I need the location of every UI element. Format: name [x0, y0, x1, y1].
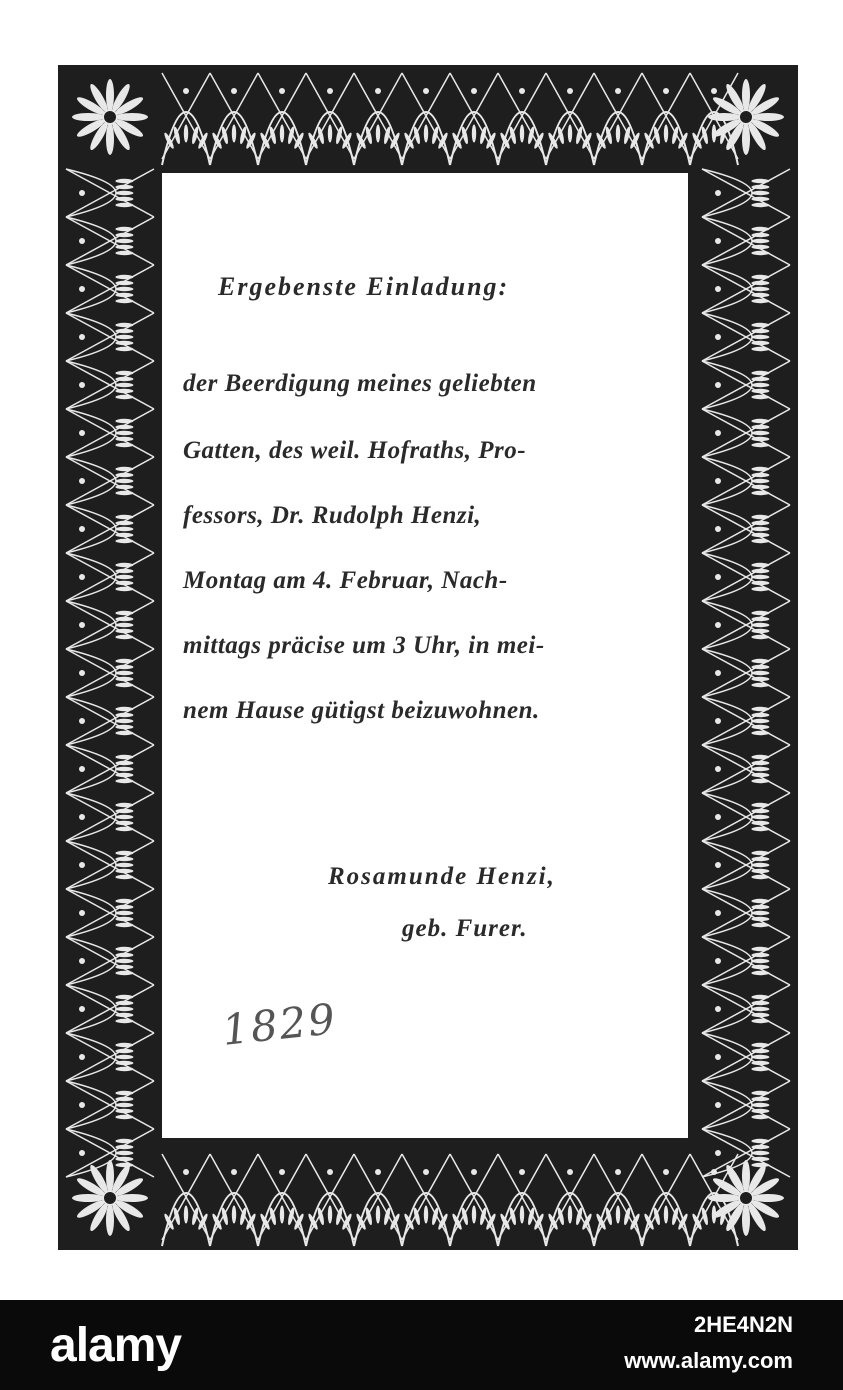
signature-maiden-name: geb. Furer.	[402, 915, 528, 942]
invitation-line: Gatten, des weil. Hofraths, Pro-	[183, 437, 527, 464]
invitation-line: der Beerdigung meines geliebten	[183, 370, 537, 397]
signature-name: Rosamunde Henzi,	[328, 863, 556, 890]
brand-logo: alamy	[50, 1319, 182, 1372]
stock-url: www.alamy.com	[624, 1348, 793, 1373]
invitation-title: Ergebenste Einladung:	[218, 272, 510, 301]
image-id: 2HE4N2N	[693, 1312, 793, 1337]
stock-footer-bar	[0, 1300, 843, 1390]
invitation-line: nem Hause gütigst beizuwohnen.	[183, 697, 540, 724]
invitation-line: Montag am 4. Februar, Nach-	[183, 567, 508, 594]
invitation-line: fessors, Dr. Rudolph Henzi,	[183, 502, 482, 529]
invitation-line: mittags präcise um 3 Uhr, in mei-	[183, 632, 545, 659]
handwritten-year: 1829	[219, 994, 340, 1055]
